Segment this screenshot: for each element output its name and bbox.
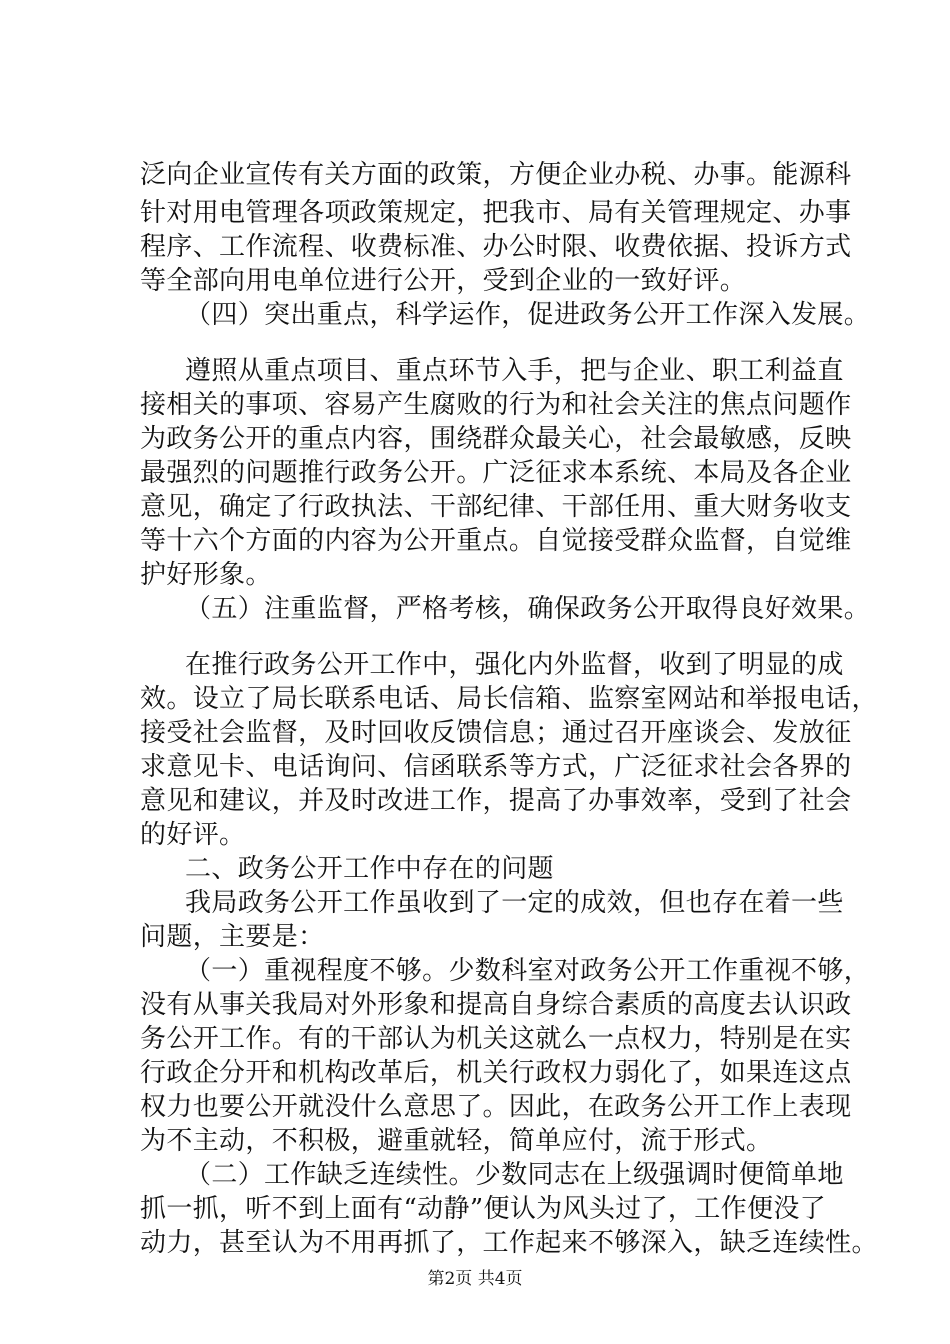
text-line: 遵照从重点项目、重点环节入手，把与企业、职工利益直 [185,356,844,386]
text-line: 的好评。 [140,820,246,850]
text-line: 意见和建议，并及时改进工作，提高了办事效率，受到了社会 [140,786,852,816]
text-line: 针对用电管理各项政策规定，把我市、局有关管理规定、办事 [140,198,852,228]
text-line: 问题，主要是： [140,922,325,952]
text-line: 护好形象。 [140,560,272,590]
text-line: 为政务公开的重点内容，围绕群众最关心，社会最敏感，反映 [140,424,852,454]
text-line: 动力，甚至认为不用再抓了，工作起来不够深入，缺乏连续性。 [140,1228,878,1258]
text-line: （二）工作缺乏连续性。少数同志在上级强调时便简单地 [185,1160,844,1190]
text-line: （一）重视程度不够。少数科室对政务公开工作重视不够， [185,956,871,986]
text-line: 我局政务公开工作虽收到了一定的成效，但也存在着一些 [185,888,844,918]
text-line: 接相关的事项、容易产生腐败的行为和社会关注的焦点问题作 [140,390,852,420]
text-line: 权力也要公开就没什么意思了。因此，在政务公开工作上表现 [140,1092,852,1122]
text-line: （四）突出重点，科学运作，促进政务公开工作深入发展。 [185,300,871,330]
text-line: 等全部向用电单位进行公开，受到企业的一致好评。 [140,266,747,296]
page-footer: 第2页 共4页 [427,1269,523,1289]
text-line: 程序、工作流程、收费标准、办公时限、收费依据、投诉方式 [140,232,852,262]
text-line: 等十六个方面的内容为公开重点。自觉接受群众监督，自觉维 [140,526,852,556]
text-line: 没有从事关我局对外形象和提高自身综合素质的高度去认识政 [140,990,852,1020]
text-line: 抓一抓，听不到上面有“动静”便认为风头过了，工作便没了 [140,1194,827,1224]
text-line: 最强烈的问题推行政务公开。广泛征求本系统、本局及各企业 [140,458,852,488]
text-line: 泛向企业宣传有关方面的政策，方便企业办税、办事。能源科 [140,160,852,190]
text-line: 意见，确定了行政执法、干部纪律、干部任用、重大财务收支 [140,492,852,522]
text-line: 为不主动，不积极，避重就轻，简单应付，流于形式。 [140,1126,773,1156]
text-line: 务公开工作。有的干部认为机关这就么一点权力，特别是在实 [140,1024,852,1054]
text-line: 二、政务公开工作中存在的问题 [185,854,554,884]
text-line: 效。设立了局长联系电话、局长信箱、监察室网站和举报电话， [140,684,878,714]
text-line: 接受社会监督，及时回收反馈信息；通过召开座谈会、发放征 [140,718,852,748]
text-line: 求意见卡、电话询问、信函联系等方式，广泛征求社会各界的 [140,752,852,782]
text-line: （五）注重监督，严格考核，确保政务公开取得良好效果。 [185,594,871,624]
text-line: 在推行政务公开工作中，强化内外监督，收到了明显的成 [185,650,844,680]
text-line: 行政企分开和机构改革后，机关行政权力弱化了，如果连这点 [140,1058,852,1088]
